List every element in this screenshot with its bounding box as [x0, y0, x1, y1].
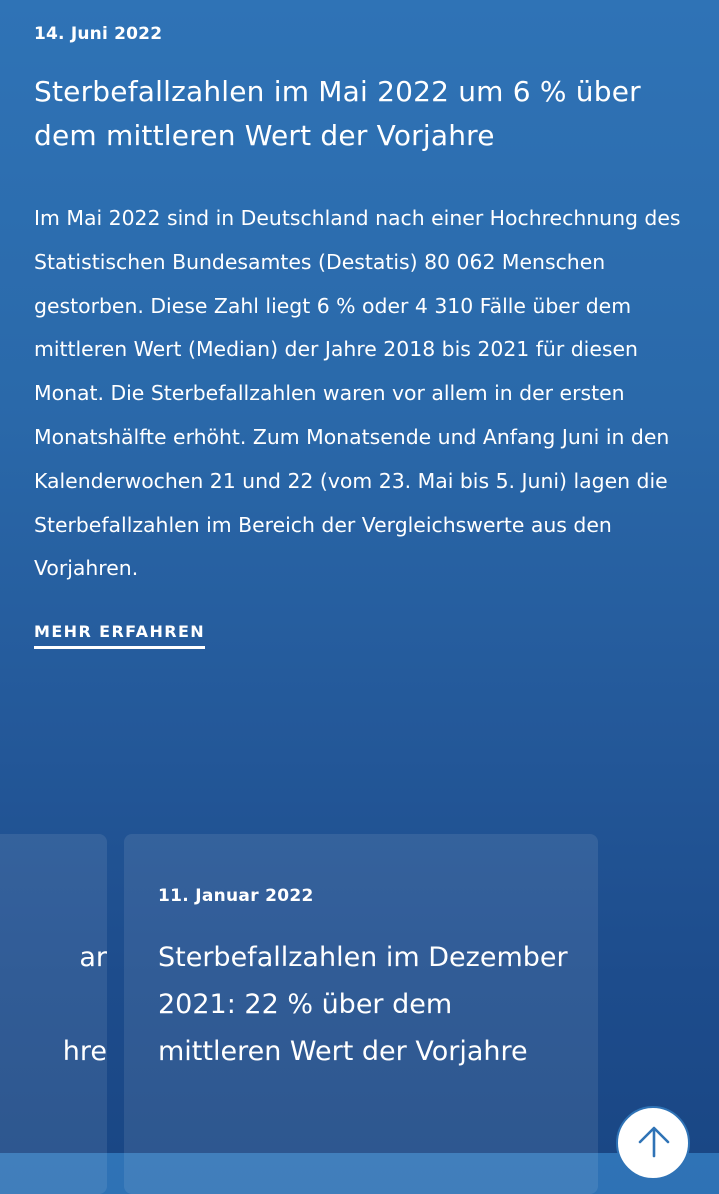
card-title-line: hre — [62, 1036, 107, 1067]
carousel-card-current[interactable] — [124, 834, 598, 1194]
card-title-line: ar — [79, 942, 107, 973]
article-title[interactable]: Sterbefallzahlen im Mai 2022 um 6 % über dem mittleren Wert der Vorjahre — [34, 75, 641, 152]
scroll-to-top-button[interactable] — [616, 1106, 690, 1180]
more-info-link[interactable]: MEHR ERFAHREN — [34, 622, 205, 649]
featured-article — [34, 24, 694, 649]
card-date: 11. Januar 2022 — [158, 886, 314, 906]
article-date: 14. Juni 2022 — [34, 24, 163, 44]
card-content — [158, 886, 578, 1075]
card-title — [0, 934, 107, 1075]
carousel-card-previous[interactable] — [0, 834, 107, 1194]
article-summary: Im Mai 2022 sind in Deutschland nach einer Hochrechnung des Statistischen Bundesamtes (Destatis) 80 062 Menschen gestorben. Diese Zahl liegt 6 % oder 4 310 Fälle über dem mittleren Wert (Median) der Jahre 2018 bis 2021 für diesen Monat. Die Sterbefallzahlen waren vor allem in der ersten Monatshälfte erhöht. Zum Monatsende und Anfang Juni in den Kalenderwochen 21 und 22 (vom 23. Mai bis 5. Juni) lagen die Sterbefallzahlen im Bereich der Vergleichswerte aus den Vorjahren. — [34, 206, 681, 581]
card-title[interactable]: Sterbefallzahlen im Dezember 2021: 22 % über dem mittleren Wert der Vorjahre — [158, 942, 568, 1067]
card-content — [0, 886, 107, 1075]
